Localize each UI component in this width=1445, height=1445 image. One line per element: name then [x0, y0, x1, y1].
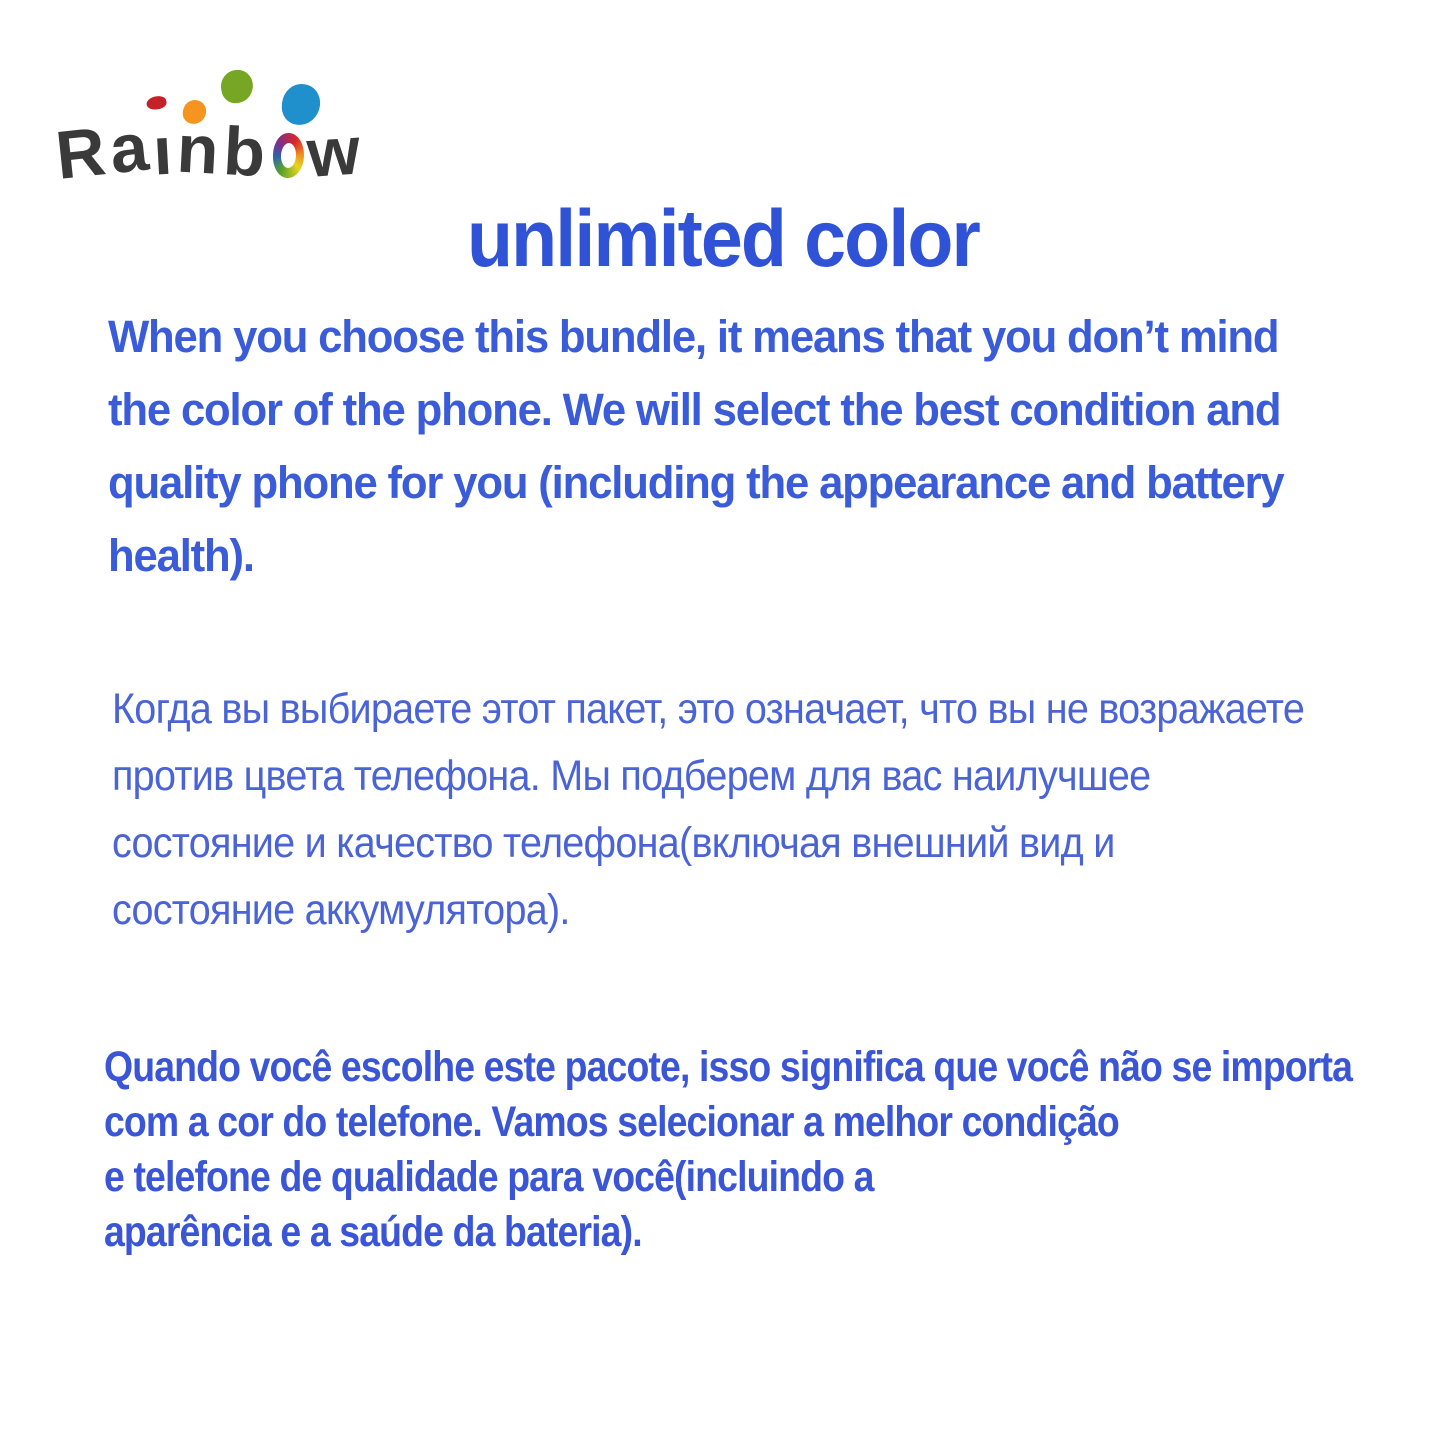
- paragraph-english-line-4: health).: [108, 530, 254, 581]
- paragraph-russian-line-4: состояние аккумулятора).: [112, 886, 570, 934]
- logo-letter-w: w: [304, 112, 368, 192]
- paragraph-portuguese: [104, 1040, 1352, 1260]
- paragraph-russian-line-2: против цвета телефона. Мы подберем для вас наилучшее: [112, 752, 1151, 800]
- logo-letters-ra: Ra: [52, 108, 157, 194]
- paragraph-portuguese-line-4: aparência e a saúde da bateria).: [104, 1208, 642, 1256]
- paragraph-english-line-3: quality phone for you (including the appearance and battery: [108, 457, 1284, 508]
- logo-rainbow-o-icon: [272, 132, 305, 179]
- paragraph-portuguese-line-3: e telefone de qualidade para você(incluindo a: [104, 1153, 874, 1201]
- logo-letters-nb: nb: [174, 110, 272, 192]
- rainbow-logo: [52, 60, 412, 210]
- paragraph-portuguese-line-1: Quando você escolhe este pacote, isso significa que você não se importa: [104, 1043, 1353, 1091]
- paragraph-english: [108, 300, 1284, 592]
- page-title: unlimited color: [466, 194, 979, 284]
- paragraph-russian-line-1: Когда вы выбираете этот пакет, это означает, что вы не возражаете: [112, 685, 1305, 733]
- paragraph-russian-line-3: состояние и качество телефона(включая внешний вид и: [112, 819, 1115, 867]
- paragraph-english-line-2: the color of the phone. We will select the best condition and: [108, 384, 1281, 435]
- logo-green-dot-icon: [219, 68, 255, 105]
- logo-wordmark: [52, 108, 368, 194]
- paragraph-russian: [112, 676, 1304, 944]
- paragraph-portuguese-line-2: com a cor do telefone. Vamos selecionar a melhor condição: [104, 1098, 1119, 1146]
- paragraph-english-line-1: When you choose this bundle, it means that you don’t mind: [108, 311, 1279, 362]
- logo-letter-i: ı: [151, 111, 179, 190]
